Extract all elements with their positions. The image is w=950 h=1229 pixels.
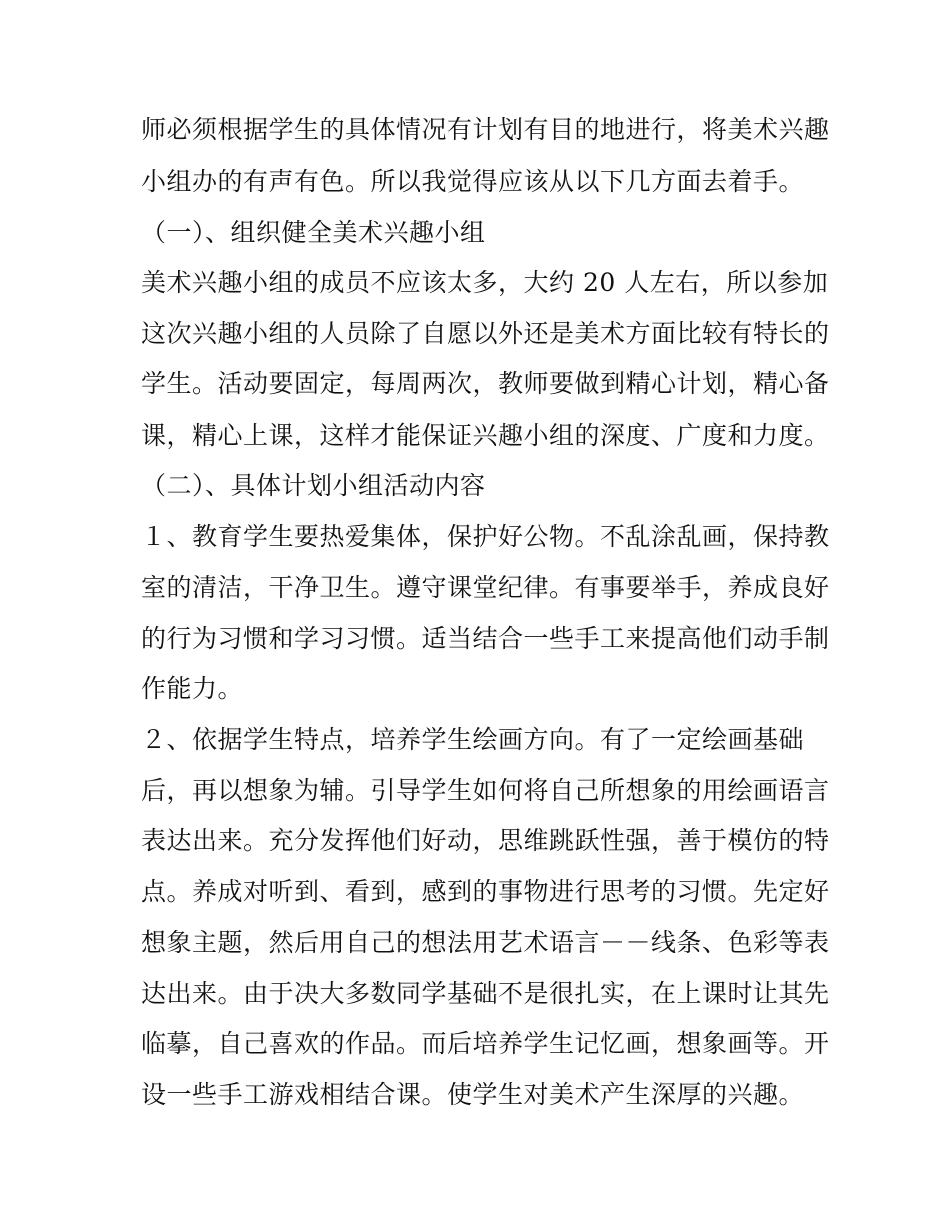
text-line: 作能力。: [141, 674, 244, 703]
text-line: 课，精心上课，这样才能保证兴趣小组的深度、广度和力度。: [141, 421, 830, 450]
text-line: 的行为习惯和学习习惯。适当结合一些手工来提高他们动手制: [141, 624, 830, 653]
text-line: 设一些手工游戏相结合课。使学生对美术产生深厚的兴趣。: [141, 1080, 805, 1109]
text-line: 临摹，自己喜欢的作品。而后培养学生记忆画，想象画等。开: [141, 1029, 830, 1058]
text-line: 学生。活动要固定，每周两次，教师要做到精心计划，精心备: [141, 369, 830, 398]
text-line: 达出来。由于决大多数同学基础不是很扎实，在上课时让其先: [141, 979, 830, 1008]
text-line: 这次兴趣小组的人员除了自愿以外还是美术方面比较有特长的: [141, 319, 830, 348]
text-line: ２、依据学生特点，培养学生绘画方向。有了一定绘画基础: [141, 725, 805, 754]
text-line: 师必须根据学生的具体情况有计划有目的地进行，将美术兴趣: [141, 115, 830, 144]
text-line: 美术兴趣小组的成员不应该太多，大约 20 人左右，所以参加: [141, 268, 829, 297]
section-heading: （二）、具体计划小组活动内容: [141, 471, 486, 500]
text-line: 表达出来。充分发挥他们好动，思维跳跃性强，善于模仿的特: [141, 826, 830, 855]
text-line: 后，再以想象为辅。引导学生如何将自己所想象的用绘画语言: [141, 776, 830, 805]
text-line: 想象主题，然后用自己的想法用艺术语言－－线条、色彩等表: [141, 928, 830, 957]
text-line: １、教育学生要热爱集体，保护好公物。不乱涂乱画，保持教: [141, 522, 830, 551]
text-line: 点。养成对听到、看到，感到的事物进行思考的习惯。先定好: [141, 877, 830, 906]
text-line: 室的清洁，干净卫生。遵守课堂纪律。有事要举手，养成良好: [141, 573, 830, 602]
text-line: 小组办的有声有色。所以我觉得应该从以下几方面去着手。: [141, 167, 805, 196]
section-heading: （一）、组织健全美术兴趣小组: [141, 218, 486, 247]
